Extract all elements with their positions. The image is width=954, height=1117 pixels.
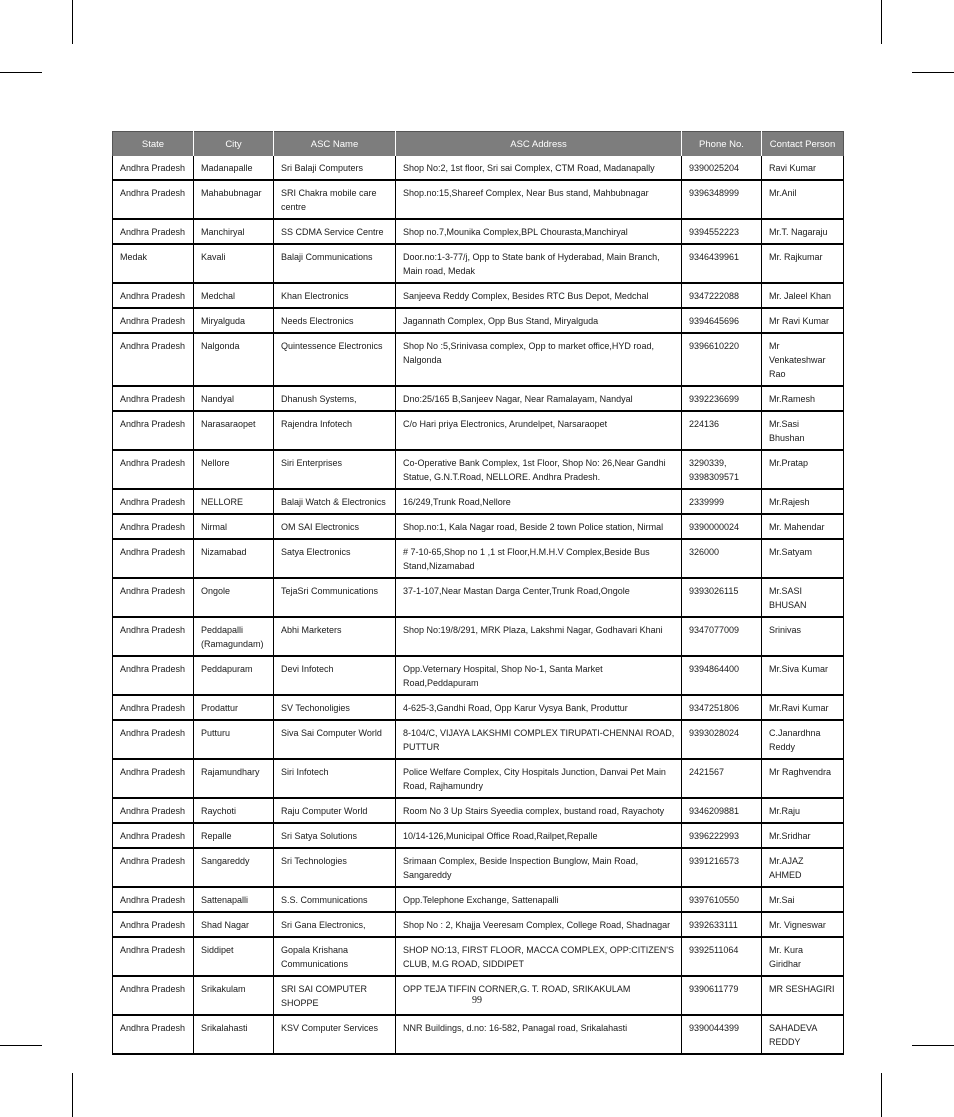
- asc-name-cell: Quintessence Electronics: [274, 333, 396, 386]
- phone-cell: 2339999: [682, 489, 762, 514]
- contact-cell: Mr.Sai: [762, 887, 844, 912]
- asc-address-cell: Door.no:1-3-77/j, Opp to State bank of Hyderabad, Main Branch, Main road, Medak: [396, 244, 682, 283]
- table-row: [113, 308, 844, 333]
- table-row: [113, 450, 844, 489]
- header-state: State: [113, 132, 194, 157]
- contact-cell: Mr. Jaleel Khan: [762, 283, 844, 308]
- table-row: [113, 514, 844, 539]
- asc-name-cell: SRI Chakra mobile care centre: [274, 180, 396, 219]
- state-cell: Andhra Pradesh: [113, 937, 194, 976]
- asc-address-cell: Shop.no:15,Shareef Complex, Near Bus stand, Mahbubnagar: [396, 180, 682, 219]
- state-cell: Andhra Pradesh: [113, 308, 194, 333]
- contact-cell: Mr.Raju: [762, 798, 844, 823]
- service-center-table: [112, 131, 844, 1055]
- city-cell: Peddapalli (Ramagundam): [194, 617, 274, 656]
- asc-address-cell: 8-104/C, VIJAYA LAKSHMI COMPLEX TIRUPATI-CHENNAI ROAD, PUTTUR: [396, 720, 682, 759]
- contact-cell: Mr.Pratap: [762, 450, 844, 489]
- contact-cell: Mr.Sridhar: [762, 823, 844, 848]
- asc-address-cell: Shop no.7,Mounika Complex,BPL Chourasta,Manchiryal: [396, 219, 682, 244]
- asc-name-cell: Balaji Watch & Electronics: [274, 489, 396, 514]
- phone-cell: 9391216573: [682, 848, 762, 887]
- phone-cell: 9392511064: [682, 937, 762, 976]
- table-row: [113, 617, 844, 656]
- city-cell: Kavali: [194, 244, 274, 283]
- contact-cell: Mr.T. Nagaraju: [762, 219, 844, 244]
- state-cell: Andhra Pradesh: [113, 720, 194, 759]
- contact-cell: Srinivas: [762, 617, 844, 656]
- city-cell: Manchiryal: [194, 219, 274, 244]
- contact-cell: Mr Raghvendra: [762, 759, 844, 798]
- asc-address-cell: 37-1-107,Near Mastan Darga Center,Trunk Road,Ongole: [396, 578, 682, 617]
- state-cell: Andhra Pradesh: [113, 450, 194, 489]
- header-contact: Contact Person: [762, 132, 844, 157]
- city-cell: Raychoti: [194, 798, 274, 823]
- asc-name-cell: Siva Sai Computer World: [274, 720, 396, 759]
- asc-address-cell: OPP TEJA TIFFIN CORNER,G. T. ROAD, SRIKAKULAM: [396, 976, 682, 1015]
- asc-address-cell: Srimaan Complex, Beside Inspection Bunglow, Main Road, Sangareddy: [396, 848, 682, 887]
- phone-cell: 9392633111: [682, 912, 762, 937]
- contact-cell: Mr.Siva Kumar: [762, 656, 844, 695]
- table-row: [113, 798, 844, 823]
- state-cell: Medak: [113, 244, 194, 283]
- table-row: [113, 283, 844, 308]
- phone-cell: 9396610220: [682, 333, 762, 386]
- asc-name-cell: SV Techonoligies: [274, 695, 396, 720]
- city-cell: Repalle: [194, 823, 274, 848]
- asc-address-cell: Co-Operative Bank Complex, 1st Floor, Shop No: 26,Near Gandhi Statue, G.N.T.Road, NELLORE. Andhra Pradesh.: [396, 450, 682, 489]
- asc-address-cell: 10/14-126,Municipal Office Road,Railpet,Repalle: [396, 823, 682, 848]
- asc-address-cell: C/o Hari priya Electronics, Arundelpet, Narsaraopet: [396, 411, 682, 450]
- contact-cell: Mr.Sasi Bhushan: [762, 411, 844, 450]
- phone-cell: 9396348999: [682, 180, 762, 219]
- state-cell: Andhra Pradesh: [113, 489, 194, 514]
- state-cell: Andhra Pradesh: [113, 156, 194, 180]
- phone-cell: 9347222088: [682, 283, 762, 308]
- phone-cell: 9346209881: [682, 798, 762, 823]
- table-row: [113, 180, 844, 219]
- city-cell: Ongole: [194, 578, 274, 617]
- asc-name-cell: Khan Electronics: [274, 283, 396, 308]
- city-cell: Narasaraopet: [194, 411, 274, 450]
- asc-address-cell: 4-625-3,Gandhi Road, Opp Karur Vysya Bank, Produttur: [396, 695, 682, 720]
- contact-cell: C.Janardhna Reddy: [762, 720, 844, 759]
- table-row: [113, 912, 844, 937]
- asc-name-cell: Satya Electronics: [274, 539, 396, 578]
- asc-address-cell: Police Welfare Complex, City Hospitals Junction, Danvai Pet Main Road, Rajhamundry: [396, 759, 682, 798]
- asc-name-cell: Needs Electronics: [274, 308, 396, 333]
- asc-address-cell: Shop.no:1, Kala Nagar road, Beside 2 town Police station, Nirmal: [396, 514, 682, 539]
- phone-cell: 9346439961: [682, 244, 762, 283]
- city-cell: Peddapuram: [194, 656, 274, 695]
- asc-name-cell: Devi Infotech: [274, 656, 396, 695]
- contact-cell: Ravi Kumar: [762, 156, 844, 180]
- table-header-row: [113, 132, 844, 157]
- city-cell: Putturu: [194, 720, 274, 759]
- table-row: [113, 848, 844, 887]
- table-row: [113, 386, 844, 411]
- city-cell: NELLORE: [194, 489, 274, 514]
- phone-cell: 9390611779: [682, 976, 762, 1015]
- city-cell: Sangareddy: [194, 848, 274, 887]
- contact-cell: Mr.Satyam: [762, 539, 844, 578]
- crop-mark: [881, 0, 882, 44]
- state-cell: Andhra Pradesh: [113, 695, 194, 720]
- table-row: [113, 156, 844, 180]
- asc-name-cell: Raju Computer World: [274, 798, 396, 823]
- city-cell: Srikalahasti: [194, 1015, 274, 1054]
- city-cell: Nandyal: [194, 386, 274, 411]
- phone-cell: 9390044399: [682, 1015, 762, 1054]
- crop-mark: [0, 1045, 42, 1046]
- header-city: City: [194, 132, 274, 157]
- asc-name-cell: SRI SAI COMPUTER SHOPPE: [274, 976, 396, 1015]
- contact-cell: Mr.Rajesh: [762, 489, 844, 514]
- table-body: [113, 156, 844, 1054]
- asc-name-cell: Balaji Communications: [274, 244, 396, 283]
- phone-cell: 9397610550: [682, 887, 762, 912]
- asc-name-cell: Siri Enterprises: [274, 450, 396, 489]
- state-cell: Andhra Pradesh: [113, 333, 194, 386]
- asc-name-cell: TejaSri Communications: [274, 578, 396, 617]
- table-row: [113, 720, 844, 759]
- asc-address-cell: Shop No : 2, Khajja Veeresam Complex, College Road, Shadnagar: [396, 912, 682, 937]
- asc-name-cell: SS CDMA Service Centre: [274, 219, 396, 244]
- asc-name-cell: Gopala Krishana Communications: [274, 937, 396, 976]
- state-cell: Andhra Pradesh: [113, 386, 194, 411]
- state-cell: Andhra Pradesh: [113, 539, 194, 578]
- asc-name-cell: Rajendra Infotech: [274, 411, 396, 450]
- contact-cell: Mr.AJAZ AHMED: [762, 848, 844, 887]
- state-cell: Andhra Pradesh: [113, 848, 194, 887]
- city-cell: Srikakulam: [194, 976, 274, 1015]
- asc-address-cell: SHOP NO:13, FIRST FLOOR, MACCA COMPLEX, OPP:CITIZEN'S CLUB, M.G ROAD, SIDDIPET: [396, 937, 682, 976]
- crop-mark: [881, 1073, 882, 1117]
- contact-cell: Mr Ravi Kumar: [762, 308, 844, 333]
- state-cell: Andhra Pradesh: [113, 514, 194, 539]
- asc-name-cell: Abhi Marketers: [274, 617, 396, 656]
- city-cell: Medchal: [194, 283, 274, 308]
- contact-cell: Mr. Kura Giridhar: [762, 937, 844, 976]
- table-row: [113, 937, 844, 976]
- state-cell: Andhra Pradesh: [113, 219, 194, 244]
- city-cell: Siddipet: [194, 937, 274, 976]
- phone-cell: 9390025204: [682, 156, 762, 180]
- contact-cell: Mr.Anil: [762, 180, 844, 219]
- contact-cell: Mr Venkateshwar Rao: [762, 333, 844, 386]
- asc-name-cell: Dhanush Systems,: [274, 386, 396, 411]
- table-row: [113, 578, 844, 617]
- city-cell: Nizamabad: [194, 539, 274, 578]
- phone-cell: 326000: [682, 539, 762, 578]
- phone-cell: 9347251806: [682, 695, 762, 720]
- phone-cell: 224136: [682, 411, 762, 450]
- asc-address-cell: Jagannath Complex, Opp Bus Stand, Miryalguda: [396, 308, 682, 333]
- crop-mark: [912, 72, 954, 73]
- city-cell: Sattenapalli: [194, 887, 274, 912]
- asc-address-cell: Shop No:19/8/291, MRK Plaza, Lakshmi Nagar, Godhavari Khani: [396, 617, 682, 656]
- contact-cell: Mr.Ramesh: [762, 386, 844, 411]
- city-cell: Madanapalle: [194, 156, 274, 180]
- phone-cell: 9394552223: [682, 219, 762, 244]
- crop-mark: [72, 1073, 73, 1117]
- phone-cell: 2421567: [682, 759, 762, 798]
- asc-address-cell: NNR Buildings, d.no: 16-582, Panagal road, Srikalahasti: [396, 1015, 682, 1054]
- asc-name-cell: Sri Satya Solutions: [274, 823, 396, 848]
- asc-name-cell: Sri Gana Electronics,: [274, 912, 396, 937]
- state-cell: Andhra Pradesh: [113, 887, 194, 912]
- state-cell: Andhra Pradesh: [113, 1015, 194, 1054]
- table-row: [113, 244, 844, 283]
- table-row: [113, 489, 844, 514]
- phone-cell: 9394864400: [682, 656, 762, 695]
- phone-cell: 3290339, 9398309571: [682, 450, 762, 489]
- state-cell: Andhra Pradesh: [113, 656, 194, 695]
- phone-cell: 9396222993: [682, 823, 762, 848]
- city-cell: Nirmal: [194, 514, 274, 539]
- city-cell: Rajamundhary: [194, 759, 274, 798]
- table-row: [113, 539, 844, 578]
- state-cell: Andhra Pradesh: [113, 283, 194, 308]
- asc-name-cell: OM SAI Electronics: [274, 514, 396, 539]
- state-cell: Andhra Pradesh: [113, 798, 194, 823]
- table-row: [113, 219, 844, 244]
- state-cell: Andhra Pradesh: [113, 976, 194, 1015]
- asc-address-cell: Sanjeeva Reddy Complex, Besides RTC Bus Depot, Medchal: [396, 283, 682, 308]
- phone-cell: 9393026115: [682, 578, 762, 617]
- state-cell: Andhra Pradesh: [113, 180, 194, 219]
- table-row: [113, 887, 844, 912]
- crop-mark: [72, 0, 73, 44]
- phone-cell: 9347077009: [682, 617, 762, 656]
- asc-address-cell: Opp.Telephone Exchange, Sattenapalli: [396, 887, 682, 912]
- state-cell: Andhra Pradesh: [113, 411, 194, 450]
- asc-address-cell: # 7-10-65,Shop no 1 ,1 st Floor,H.M.H.V Complex,Beside Bus Stand,Nizamabad: [396, 539, 682, 578]
- asc-address-cell: Room No 3 Up Stairs Syeedia complex, bustand road, Rayachoty: [396, 798, 682, 823]
- contact-cell: Mr.Ravi Kumar: [762, 695, 844, 720]
- state-cell: Andhra Pradesh: [113, 912, 194, 937]
- contact-cell: Mr. Vigneswar: [762, 912, 844, 937]
- header-asc-name: ASC Name: [274, 132, 396, 157]
- table-row: [113, 1015, 844, 1054]
- city-cell: Nalgonda: [194, 333, 274, 386]
- header-phone: Phone No.: [682, 132, 762, 157]
- table-row: [113, 759, 844, 798]
- asc-name-cell: Siri Infotech: [274, 759, 396, 798]
- phone-cell: 9394645696: [682, 308, 762, 333]
- asc-name-cell: S.S. Communications: [274, 887, 396, 912]
- header-asc-address: ASC Address: [396, 132, 682, 157]
- asc-address-cell: Dno:25/165 B,Sanjeev Nagar, Near Ramalayam, Nandyal: [396, 386, 682, 411]
- contact-cell: Mr. Mahendar: [762, 514, 844, 539]
- city-cell: Miryalguda: [194, 308, 274, 333]
- table-row: [113, 333, 844, 386]
- state-cell: Andhra Pradesh: [113, 617, 194, 656]
- contact-cell: MR SESHAGIRI: [762, 976, 844, 1015]
- contact-cell: Mr. Rajkumar: [762, 244, 844, 283]
- asc-name-cell: KSV Computer Services: [274, 1015, 396, 1054]
- contact-cell: Mr.SASI BHUSAN: [762, 578, 844, 617]
- table-row: [113, 656, 844, 695]
- crop-mark: [912, 1045, 954, 1046]
- state-cell: Andhra Pradesh: [113, 823, 194, 848]
- city-cell: Nellore: [194, 450, 274, 489]
- asc-address-cell: Opp.Veternary Hospital, Shop No-1, Santa Market Road,Peddapuram: [396, 656, 682, 695]
- asc-address-cell: Shop No :5,Srinivasa complex, Opp to market office,HYD road, Nalgonda: [396, 333, 682, 386]
- phone-cell: 9392236699: [682, 386, 762, 411]
- asc-name-cell: Sri Balaji Computers: [274, 156, 396, 180]
- phone-cell: 9390000024: [682, 514, 762, 539]
- state-cell: Andhra Pradesh: [113, 759, 194, 798]
- asc-address-cell: 16/249,Trunk Road,Nellore: [396, 489, 682, 514]
- contact-cell: SAHADEVA REDDY: [762, 1015, 844, 1054]
- page-number: 99: [472, 995, 482, 1006]
- city-cell: Shad Nagar: [194, 912, 274, 937]
- city-cell: Mahabubnagar: [194, 180, 274, 219]
- asc-name-cell: Sri Technologies: [274, 848, 396, 887]
- crop-mark: [0, 72, 42, 73]
- state-cell: Andhra Pradesh: [113, 578, 194, 617]
- table-row: [113, 695, 844, 720]
- phone-cell: 9393028024: [682, 720, 762, 759]
- table-row: [113, 411, 844, 450]
- table-row: [113, 823, 844, 848]
- asc-address-cell: Shop No:2, 1st floor, Sri sai Complex, CTM Road, Madanapally: [396, 156, 682, 180]
- city-cell: Prodattur: [194, 695, 274, 720]
